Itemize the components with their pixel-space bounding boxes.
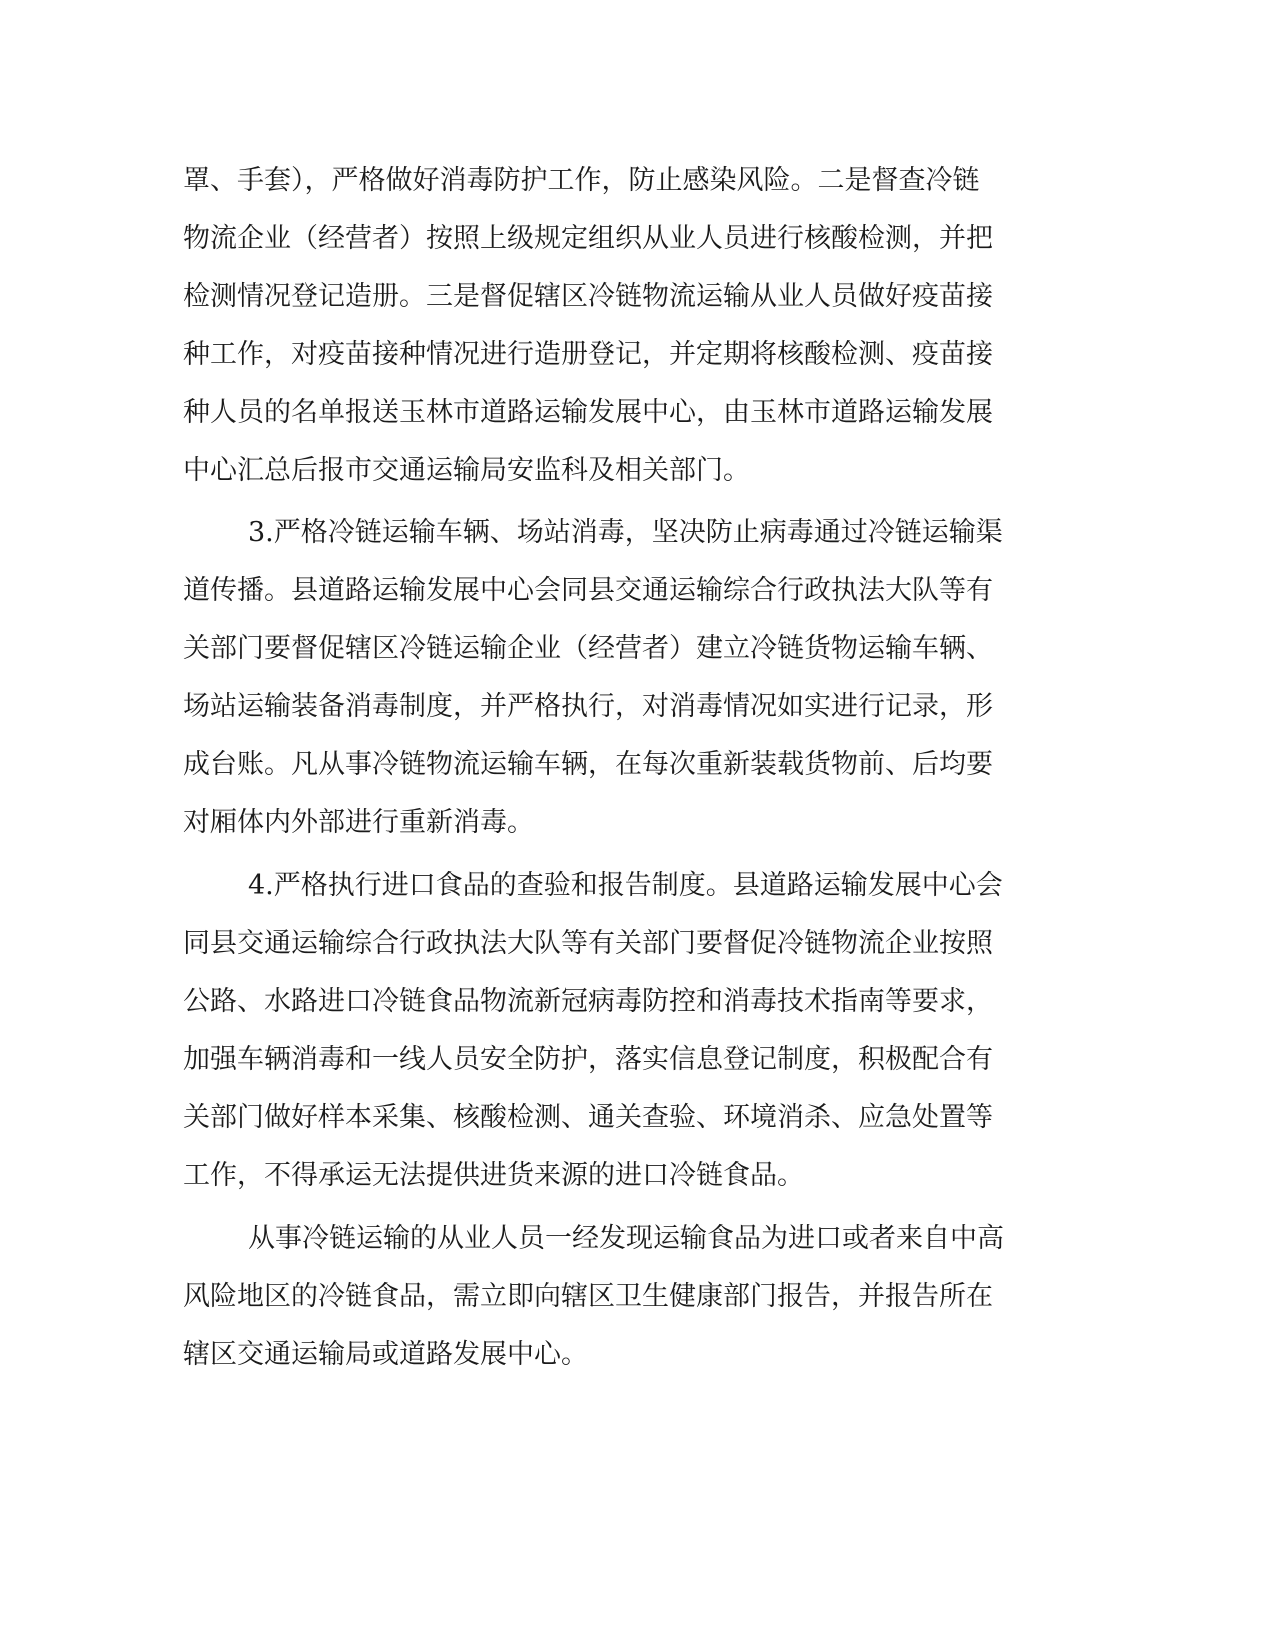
text-line: 道传播。县道路运输发展中心会同县交通运输综合行政执法大队等有 <box>183 575 993 606</box>
text-line: 辖区交通运输局或道路发展中心。 <box>183 1339 588 1370</box>
text-line: 种人员的名单报送玉林市道路运输发展中心，由玉林市道路运输发展 <box>183 397 993 428</box>
text-line: 成台账。凡从事冷链物流运输车辆，在每次重新装载货物前、后均要 <box>183 749 993 780</box>
text-line: 种工作，对疫苗接种情况进行造册登记，并定期将核酸检测、疫苗接 <box>183 339 993 370</box>
text-line: 风险地区的冷链食品，需立即向辖区卫生健康部门报告，并报告所在 <box>183 1281 993 1312</box>
text-line: 关部门做好样本采集、核酸检测、通关查验、环境消杀、应急处置等 <box>183 1102 993 1133</box>
text-line: 从事冷链运输的从业人员一经发现运输食品为进口或者来自中高 <box>248 1223 1004 1254</box>
text-line: 中心汇总后报市交通运输局安监科及相关部门。 <box>183 455 750 486</box>
text-line: 3.严格冷链运输车辆、场站消毒，坚决防止病毒通过冷链运输渠 <box>248 517 1003 548</box>
text-line: 对厢体内外部进行重新消毒。 <box>183 807 534 838</box>
text-line: 公路、水路进口冷链食品物流新冠病毒防控和消毒技术指南等要求， <box>183 986 993 1017</box>
text-line: 检测情况登记造册。三是督促辖区冷链物流运输从业人员做好疫苗接 <box>183 281 993 312</box>
text-line: 4.严格执行进口食品的查验和报告制度。县道路运输发展中心会 <box>248 870 1003 901</box>
text-line: 罩、手套），严格做好消毒防护工作，防止感染风险。二是督查冷链 <box>183 165 980 196</box>
text-line: 加强车辆消毒和一线人员安全防护，落实信息登记制度，积极配合有 <box>183 1044 993 1075</box>
text-line: 同县交通运输综合行政执法大队等有关部门要督促冷链物流企业按照 <box>183 928 993 959</box>
text-line: 场站运输装备消毒制度，并严格执行，对消毒情况如实进行记录，形 <box>183 691 993 722</box>
text-line: 物流企业（经营者）按照上级规定组织从业人员进行核酸检测，并把 <box>183 223 993 254</box>
text-line: 工作，不得承运无法提供进货来源的进口冷链食品。 <box>183 1160 804 1191</box>
text-line: 关部门要督促辖区冷链运输企业（经营者）建立冷链货物运输车辆、 <box>183 633 993 664</box>
